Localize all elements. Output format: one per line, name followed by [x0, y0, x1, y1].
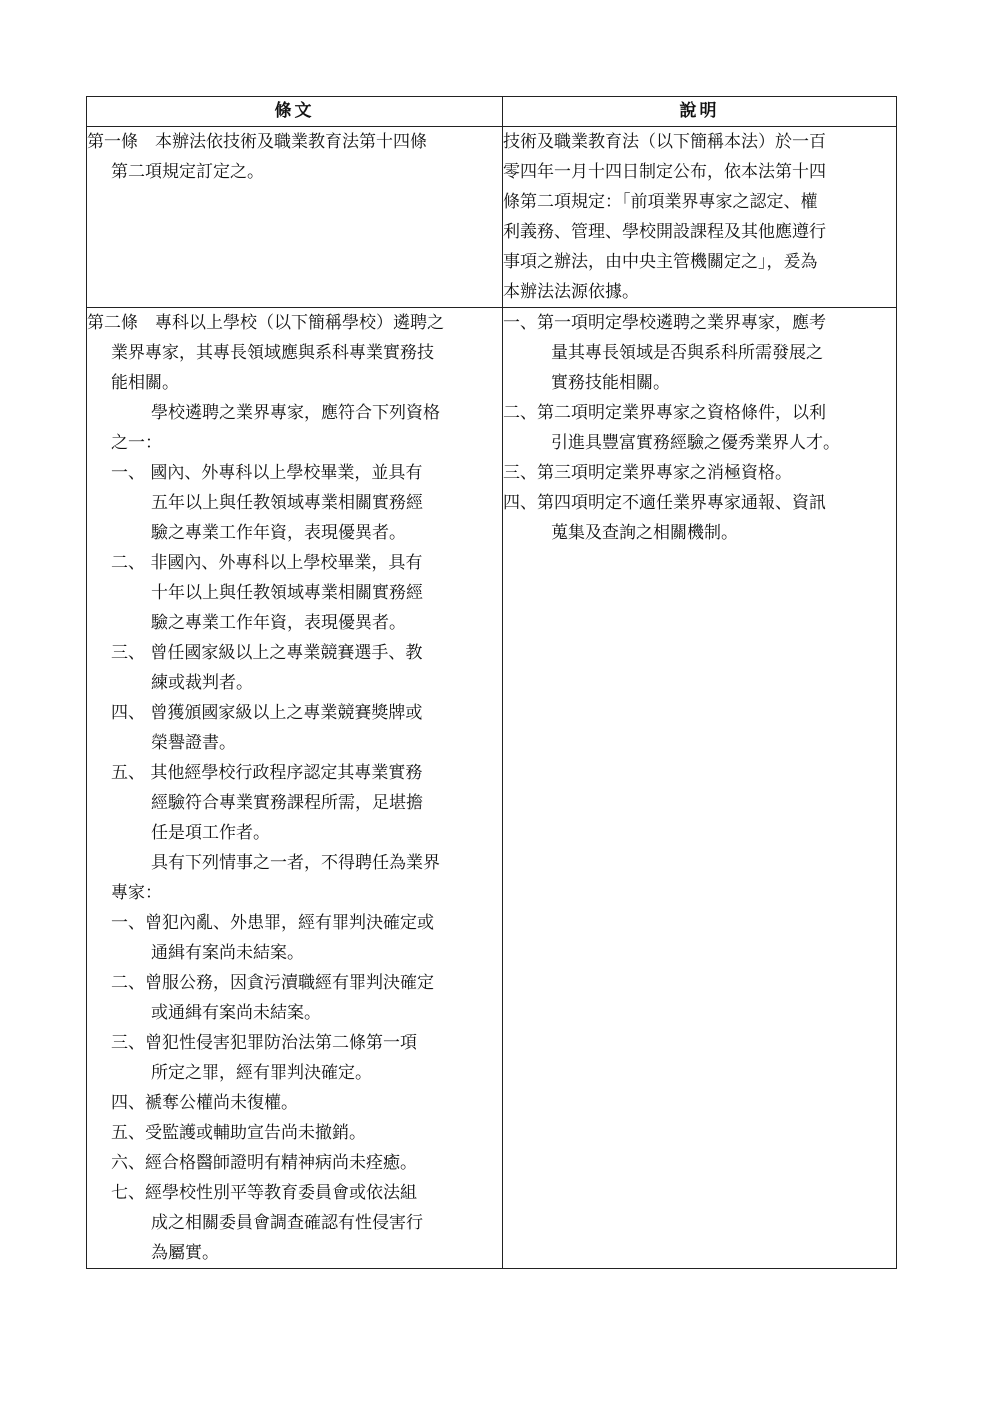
- qualification-item: [87, 458, 502, 548]
- text-line: 三、 曾任國家級以上之專業競賽選手、教: [111, 643, 423, 663]
- regulation-table: [86, 96, 897, 1269]
- text-line: 為屬實。: [151, 1243, 219, 1263]
- header-article: 條文: [87, 97, 503, 127]
- text-line: 五、受監護或輔助宣告尚未撤銷。: [111, 1123, 366, 1143]
- text-line: 所定之罪，經有罪判決確定。: [151, 1063, 372, 1083]
- text-line: 零四年一月十四日制定公布，依本法第十四: [503, 162, 826, 182]
- text-line: 第一條 本辦法依技術及職業教育法第十四條: [87, 132, 427, 152]
- text-line: 練或裁判者。: [151, 673, 253, 693]
- text-line: 具有下列情事之一者，不得聘任為業界: [151, 853, 440, 873]
- text-line: 二、曾服公務，因貪污瀆職經有罪判決確定: [111, 973, 434, 993]
- text-line: 一、 國內、外專科以上學校畢業，並具有: [111, 463, 423, 483]
- text-line: 二、第二項明定業界專家之資格條件，以利: [503, 403, 826, 423]
- text-line: 一、第一項明定學校遴聘之業界專家，應考: [503, 313, 826, 333]
- header-row: [87, 97, 897, 127]
- text-line: 四、 曾獲頒國家級以上之專業競賽獎牌或: [111, 703, 423, 723]
- disqualification-item: [87, 1088, 502, 1118]
- disqualification-item: [87, 908, 502, 968]
- text-line: 成之相關委員會調查確認有性侵害行: [151, 1213, 423, 1233]
- text-line: 三、第三項明定業界專家之消極資格。: [503, 463, 792, 483]
- row-article-1: [87, 127, 897, 308]
- text-line: 一、曾犯內亂、外患罪，經有罪判決確定或: [111, 913, 434, 933]
- text-line: 引進具豐富實務經驗之優秀業界人才。: [551, 433, 840, 453]
- text-line: 量其專長領域是否與系科所需發展之: [551, 343, 823, 363]
- text-line: 四、第四項明定不適任業界專家通報、資訊: [503, 493, 826, 513]
- explanation-item: [503, 458, 896, 488]
- disqualification-item: [87, 1178, 502, 1268]
- text-line: 學校遴聘之業界專家，應符合下列資格: [151, 403, 440, 423]
- text-line: 通緝有案尚未結案。: [151, 943, 304, 963]
- row-article-2: [87, 308, 897, 1269]
- text-line: 四、褫奪公權尚未復權。: [111, 1093, 298, 1113]
- text-line: 驗之專業工作年資，表現優異者。: [151, 523, 406, 543]
- text-line: 五年以上與任教領域專業相關實務經: [151, 493, 423, 513]
- disqualification-item: [87, 1118, 502, 1148]
- text-line: 或通緝有案尚未結案。: [151, 1003, 321, 1023]
- text-line: 三、曾犯性侵害犯罪防治法第二條第一項: [111, 1033, 417, 1053]
- text-line: 任是項工作者。: [151, 823, 270, 843]
- text-line: 能相關。: [111, 373, 179, 393]
- text-line: 第二項規定訂定之。: [111, 162, 264, 182]
- disqualification-item: [87, 1148, 502, 1178]
- text-line: 七、經學校性別平等教育委員會或依法組: [111, 1183, 417, 1203]
- text-line: 經驗符合專業實務課程所需，足堪擔: [151, 793, 423, 813]
- qualification-item: [87, 698, 502, 758]
- text-line: 之一：: [111, 433, 162, 453]
- text-line: 條第二項規定：「前項業界專家之認定、權: [503, 192, 818, 212]
- header-explanation: 說明: [503, 97, 897, 127]
- text-line: 驗之專業工作年資，表現優異者。: [151, 613, 406, 633]
- article-2-explanation: [503, 308, 897, 1269]
- text-line: 六、經合格醫師證明有精神病尚未痊癒。: [111, 1153, 417, 1173]
- disqualification-item: [87, 1028, 502, 1088]
- text-line: 技術及職業教育法（以下簡稱本法）於一百: [503, 132, 826, 152]
- text-line: 榮譽證書。: [151, 733, 236, 753]
- explanation-item: [503, 488, 896, 548]
- text-line: 五、 其他經學校行政程序認定其專業實務: [111, 763, 423, 783]
- article-1-explanation: [503, 127, 897, 308]
- text-line: 第二條 專科以上學校（以下簡稱學校）遴聘之: [87, 313, 444, 333]
- text-line: 實務技能相關。: [551, 373, 670, 393]
- qualification-item: [87, 638, 502, 698]
- text-line: 蒐集及查詢之相關機制。: [551, 523, 738, 543]
- text-line: 利義務、管理、學校開設課程及其他應遵行: [503, 222, 826, 242]
- explanation-item: [503, 308, 896, 398]
- text-line: 本辦法法源依據。: [503, 282, 639, 302]
- qualification-item: [87, 548, 502, 638]
- text-line: 二、 非國內、外專科以上學校畢業，具有: [111, 553, 423, 573]
- text-line: 專家：: [111, 883, 162, 903]
- text-line: 業界專家，其專長領域應與系科專業實務技: [111, 343, 434, 363]
- disqualification-item: [87, 968, 502, 1028]
- explanation-item: [503, 398, 896, 458]
- qualification-item: [87, 758, 502, 848]
- article-2-text: [87, 308, 503, 1269]
- article-1-text: [87, 127, 503, 308]
- text-line: 事項之辦法，由中央主管機關定之」，爰為: [503, 252, 818, 272]
- text-line: 十年以上與任教領域專業相關實務經: [151, 583, 423, 603]
